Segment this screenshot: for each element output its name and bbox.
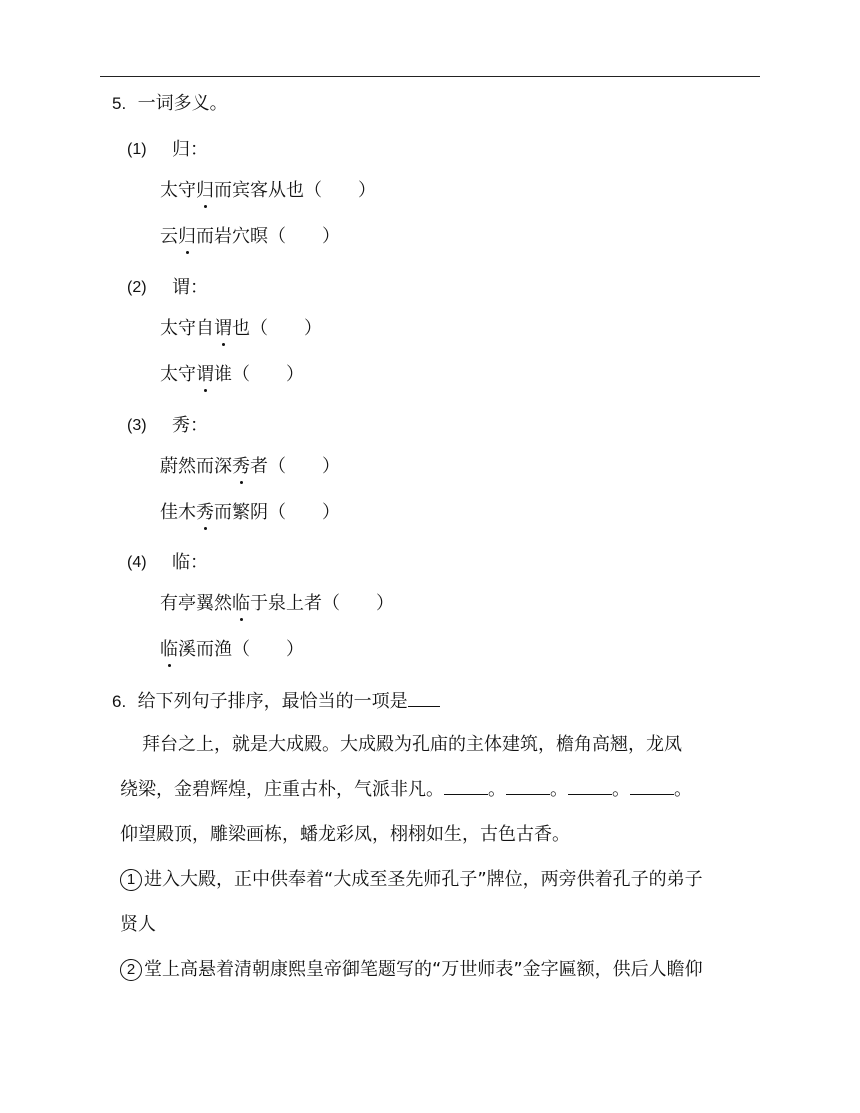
emphasis-char: 临 bbox=[160, 639, 178, 660]
emphasis-char: 临 bbox=[232, 593, 250, 614]
example-sentence: 太守自谓也（ ） bbox=[160, 318, 322, 339]
option-mark: 2 bbox=[120, 959, 142, 981]
question-number: 6. bbox=[112, 692, 127, 711]
option-2: 2 堂上高悬着清朝康熙皇帝御笔题写的“万世师表”金字匾额，供后人瞻仰 bbox=[120, 947, 770, 992]
sub-char: 谓： bbox=[172, 277, 208, 298]
fill-blank-1[interactable] bbox=[444, 776, 488, 795]
sub-number: (1) bbox=[127, 141, 147, 158]
fill-blank-3[interactable] bbox=[568, 776, 612, 795]
sub-char: 临： bbox=[172, 552, 208, 573]
sub-number: (3) bbox=[127, 417, 147, 434]
example-sentence: 云归而岩穴暝（ ） bbox=[160, 226, 340, 247]
sub-number: (2) bbox=[127, 279, 147, 296]
example-sentence: 有亭翼然临于泉上者（ ） bbox=[160, 593, 394, 614]
header-divider bbox=[100, 76, 760, 77]
option-1: 1 进入大殿，正中供奉着“大成至圣先师孔子”牌位，两旁供着孔子的弟子 bbox=[120, 857, 770, 902]
passage bbox=[120, 722, 770, 992]
example-sentence: 蔚然而深秀者（ ） bbox=[160, 456, 340, 477]
question-number: 5. bbox=[112, 94, 127, 113]
emphasis-char: 归 bbox=[196, 180, 214, 201]
emphasis-char: 秀 bbox=[196, 502, 214, 523]
option-1-continued: 贤人 bbox=[120, 914, 156, 935]
emphasis-char: 秀 bbox=[232, 456, 250, 477]
sub-number: (4) bbox=[127, 554, 147, 571]
example-sentence: 太守谓谁（ ） bbox=[160, 364, 304, 385]
passage-line: 拜台之上，就是大成殿。大成殿为孔庙的主体建筑，檐角高翘，龙凤 bbox=[142, 734, 682, 755]
example-sentence: 临溪而渔（ ） bbox=[160, 639, 304, 660]
question-title: 一词多义。 bbox=[137, 93, 228, 114]
passage-line: 仰望殿顶，雕梁画栋，蟠龙彩凤，栩栩如生，古色古香。 bbox=[120, 824, 570, 845]
question-5-heading bbox=[112, 92, 228, 116]
emphasis-char: 谓 bbox=[196, 364, 214, 385]
example-sentence: 佳木秀而繁阴（ ） bbox=[160, 502, 340, 523]
sub-char: 归： bbox=[172, 139, 208, 160]
answer-blank[interactable] bbox=[408, 688, 440, 707]
question-6-heading bbox=[112, 688, 440, 714]
emphasis-char: 归 bbox=[178, 226, 196, 247]
option-mark: 1 bbox=[120, 869, 142, 891]
fill-blank-4[interactable] bbox=[630, 776, 674, 795]
passage-line: 绕梁，金碧辉煌，庄重古朴，气派非凡。 。 。 。 。 bbox=[120, 767, 770, 812]
question-title: 给下列句子排序，最恰当的一项是 bbox=[137, 691, 408, 712]
fill-blank-2[interactable] bbox=[506, 776, 550, 795]
sub-char: 秀： bbox=[172, 415, 208, 436]
emphasis-char: 谓 bbox=[214, 318, 232, 339]
example-sentence: 太守归而宾客从也（ ） bbox=[160, 180, 376, 201]
